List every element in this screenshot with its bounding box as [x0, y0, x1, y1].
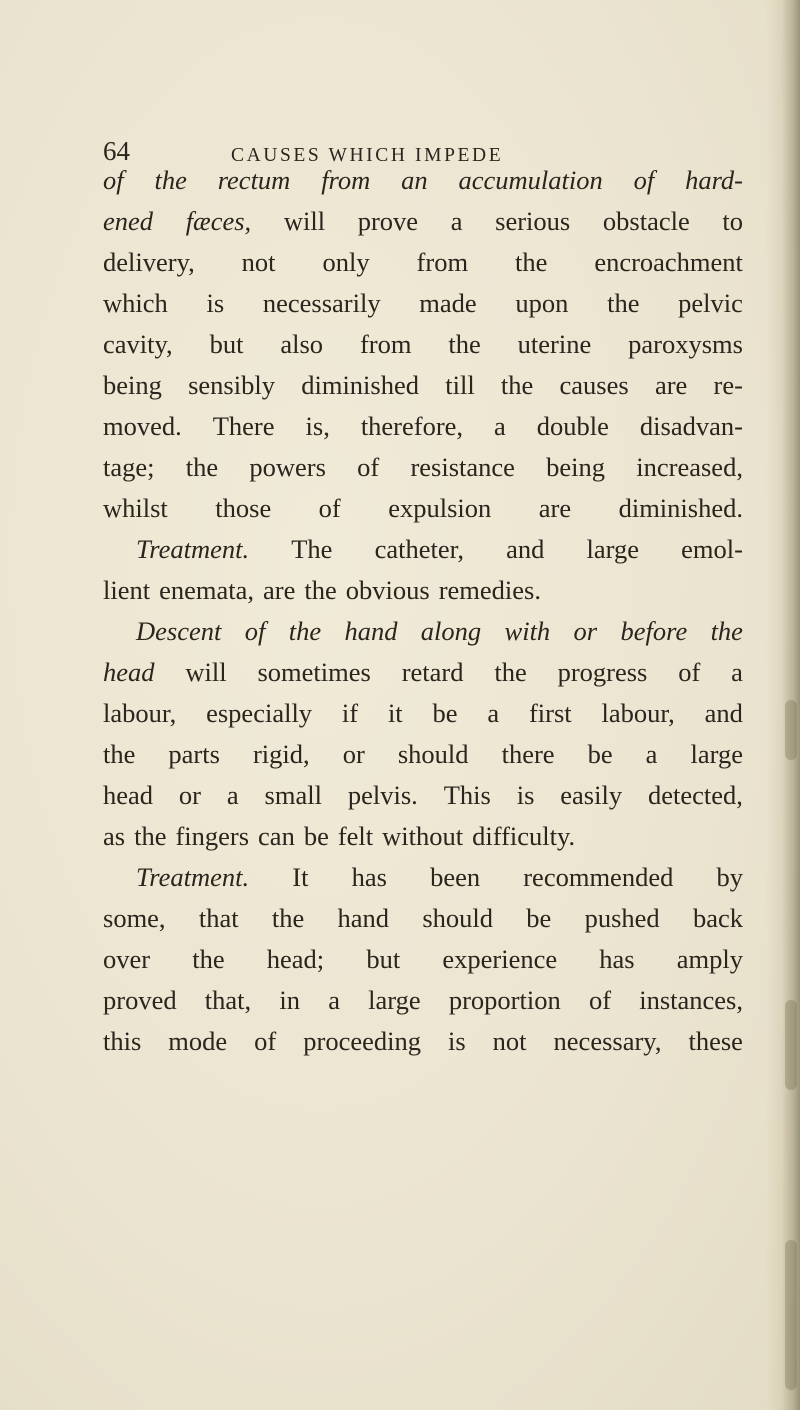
word: the [134, 821, 167, 851]
word: upon [515, 288, 569, 318]
word: from [359, 329, 412, 359]
page-number: 64 [103, 136, 130, 166]
word: Descent [136, 616, 222, 646]
word: sensibly [188, 370, 275, 400]
word: double [536, 411, 609, 441]
word: amply [676, 944, 743, 974]
word: a [450, 206, 463, 236]
word: tage; [103, 452, 155, 482]
word: detected, [647, 780, 743, 810]
text-line [103, 165, 743, 206]
word: is, [305, 411, 330, 441]
word: moved. [103, 411, 182, 441]
word: of [357, 452, 380, 482]
word: the [607, 288, 640, 318]
word: increased, [636, 452, 743, 482]
text-line [103, 657, 743, 698]
text-line [103, 247, 743, 288]
word: those [215, 493, 272, 523]
word: head [103, 780, 154, 810]
word: pelvic [678, 288, 743, 318]
word: back [692, 903, 743, 933]
word: sometimes [257, 657, 371, 687]
word: is [447, 1026, 466, 1056]
word: causes [559, 370, 629, 400]
word: a [731, 657, 743, 687]
word: only [322, 247, 370, 277]
word: disadvan- [639, 411, 743, 441]
word: the [192, 944, 225, 974]
word: before [620, 616, 688, 646]
word: the [304, 575, 337, 605]
word: whilst [103, 493, 168, 523]
word: difficulty. [472, 821, 576, 851]
word: mode [168, 1026, 228, 1056]
word: easily [560, 780, 623, 810]
word: is [516, 780, 535, 810]
word: has [351, 862, 387, 892]
word: to [722, 206, 743, 236]
word: of [678, 657, 701, 687]
word: an [401, 165, 428, 195]
word: resistance [410, 452, 515, 482]
text-line [103, 780, 743, 821]
text-line [103, 1026, 743, 1067]
word: necessarily [262, 288, 381, 318]
word: labour, [601, 698, 675, 728]
text-line [103, 739, 743, 780]
word: should [422, 903, 494, 933]
word: or [342, 739, 365, 769]
word: proceeding [303, 1026, 421, 1056]
word: a [645, 739, 658, 769]
word: the [271, 903, 305, 933]
word: Treatment. [136, 534, 250, 564]
page-edge-stain [785, 700, 797, 760]
word: of [588, 985, 612, 1015]
word: recommended [523, 862, 674, 892]
word: Treatment. [136, 862, 250, 892]
word: large [586, 534, 639, 564]
word: a [494, 411, 506, 441]
word: a [487, 698, 500, 728]
word: not [492, 1026, 527, 1056]
word: proved [103, 985, 177, 1015]
text-line [103, 493, 743, 534]
word: without [382, 821, 464, 851]
word: serious [495, 206, 571, 236]
word: cavity, [103, 329, 173, 359]
word: or [573, 616, 598, 646]
word: the [710, 616, 743, 646]
word: along [420, 616, 482, 646]
word: obstacle [602, 206, 690, 236]
running-head: CAUSES WHICH IMPEDE [231, 145, 504, 166]
word: This [443, 780, 491, 810]
word: if [341, 698, 359, 728]
text-line [103, 370, 743, 411]
word: pushed [584, 903, 660, 933]
word: made [419, 288, 477, 318]
text-line [103, 534, 743, 575]
word: delivery, [103, 247, 195, 277]
word: the [185, 452, 219, 482]
word: The [291, 534, 333, 564]
word: hand [344, 616, 398, 646]
word: of [318, 493, 341, 523]
word: the [288, 616, 322, 646]
word: small [264, 780, 322, 810]
word: accumulation [458, 165, 603, 195]
word: over [103, 944, 151, 974]
word: of [254, 1026, 277, 1056]
text-line [103, 411, 743, 452]
word: especially [206, 698, 313, 728]
word: also [280, 329, 324, 359]
word: prove [357, 206, 419, 236]
word: this [103, 1026, 142, 1056]
word: the [154, 165, 187, 195]
word: or [178, 780, 201, 810]
word: the [494, 657, 527, 687]
word: expulsion [388, 493, 492, 523]
word: has [599, 944, 635, 974]
word: parts [168, 739, 220, 769]
word: retard [401, 657, 464, 687]
word: powers [249, 452, 326, 482]
page-edge-stain [785, 1000, 797, 1090]
word: that [198, 903, 239, 933]
word: uterine [517, 329, 592, 359]
word: rectum [217, 165, 291, 195]
word: re- [713, 370, 743, 400]
word: the [500, 370, 534, 400]
word: therefore, [360, 411, 464, 441]
word: as [103, 821, 126, 851]
word: from [416, 247, 469, 277]
word: but [209, 329, 244, 359]
word: with [504, 616, 551, 646]
word: fæces, [185, 206, 252, 236]
word: large [690, 739, 743, 769]
word: and [704, 698, 743, 728]
text-line [103, 698, 743, 739]
word: There [212, 411, 275, 441]
page-edge-shadow [766, 0, 800, 1410]
word: not [241, 247, 276, 277]
word: the [103, 739, 136, 769]
word: obvious [345, 575, 430, 605]
word: diminished. [618, 493, 743, 523]
word: will [283, 206, 326, 236]
text-line [103, 206, 743, 247]
text-line [103, 288, 743, 329]
text-line [103, 944, 743, 985]
word: being [546, 452, 606, 482]
word: ened [103, 206, 154, 236]
word: be [303, 821, 329, 851]
word: large [368, 985, 421, 1015]
word: it [387, 698, 403, 728]
word: necessary, [553, 1026, 662, 1056]
word: head [103, 657, 155, 687]
word: paroxysms [628, 329, 743, 359]
word: a [226, 780, 239, 810]
word: instances, [639, 985, 743, 1015]
page-edge-stain [785, 1240, 797, 1390]
word: proportion [448, 985, 561, 1015]
word: hard- [685, 165, 743, 195]
word: head; [266, 944, 325, 974]
word: be [432, 698, 458, 728]
word: hand [337, 903, 390, 933]
word: are [263, 575, 296, 605]
word: should [397, 739, 469, 769]
word: in [279, 985, 300, 1015]
word: being [103, 370, 162, 400]
word: can [258, 821, 295, 851]
word: till [445, 370, 475, 400]
word: some, [103, 903, 166, 933]
text-line [103, 452, 743, 493]
word: of [103, 165, 124, 195]
text-line [103, 862, 743, 903]
word: rigid, [252, 739, 310, 769]
word: felt [337, 821, 374, 851]
word: these [688, 1026, 743, 1056]
word: remedies. [438, 575, 541, 605]
word: are [538, 493, 572, 523]
word: first [528, 698, 572, 728]
word: of [633, 165, 655, 195]
word: from [321, 165, 371, 195]
word: and [506, 534, 545, 564]
word: which [103, 288, 168, 318]
word: be [526, 903, 552, 933]
word: progress [557, 657, 648, 687]
word: diminished [301, 370, 419, 400]
text-line [103, 616, 743, 657]
word: there [501, 739, 555, 769]
word: pelvis. [347, 780, 418, 810]
word: experience [442, 944, 558, 974]
word: is [206, 288, 225, 318]
word: enemata, [159, 575, 255, 605]
word: labour, [103, 698, 177, 728]
word: the [448, 329, 481, 359]
word: that, [204, 985, 252, 1015]
word: will [185, 657, 227, 687]
word: encroachment [594, 247, 743, 277]
word: are [654, 370, 688, 400]
body-text [103, 165, 743, 1067]
word: of [244, 616, 266, 646]
text-line [103, 985, 743, 1026]
text-line [103, 575, 743, 616]
word: fingers [175, 821, 250, 851]
text-line [103, 903, 743, 944]
word: but [366, 944, 401, 974]
word: a [328, 985, 340, 1015]
word: be [587, 739, 613, 769]
text-line [103, 329, 743, 370]
word: It [292, 862, 309, 892]
word: lient [103, 575, 151, 605]
word: the [515, 247, 548, 277]
word: by [716, 862, 743, 892]
word: emol- [681, 534, 743, 564]
word: been [430, 862, 481, 892]
text-line [103, 821, 743, 862]
word: catheter, [374, 534, 464, 564]
